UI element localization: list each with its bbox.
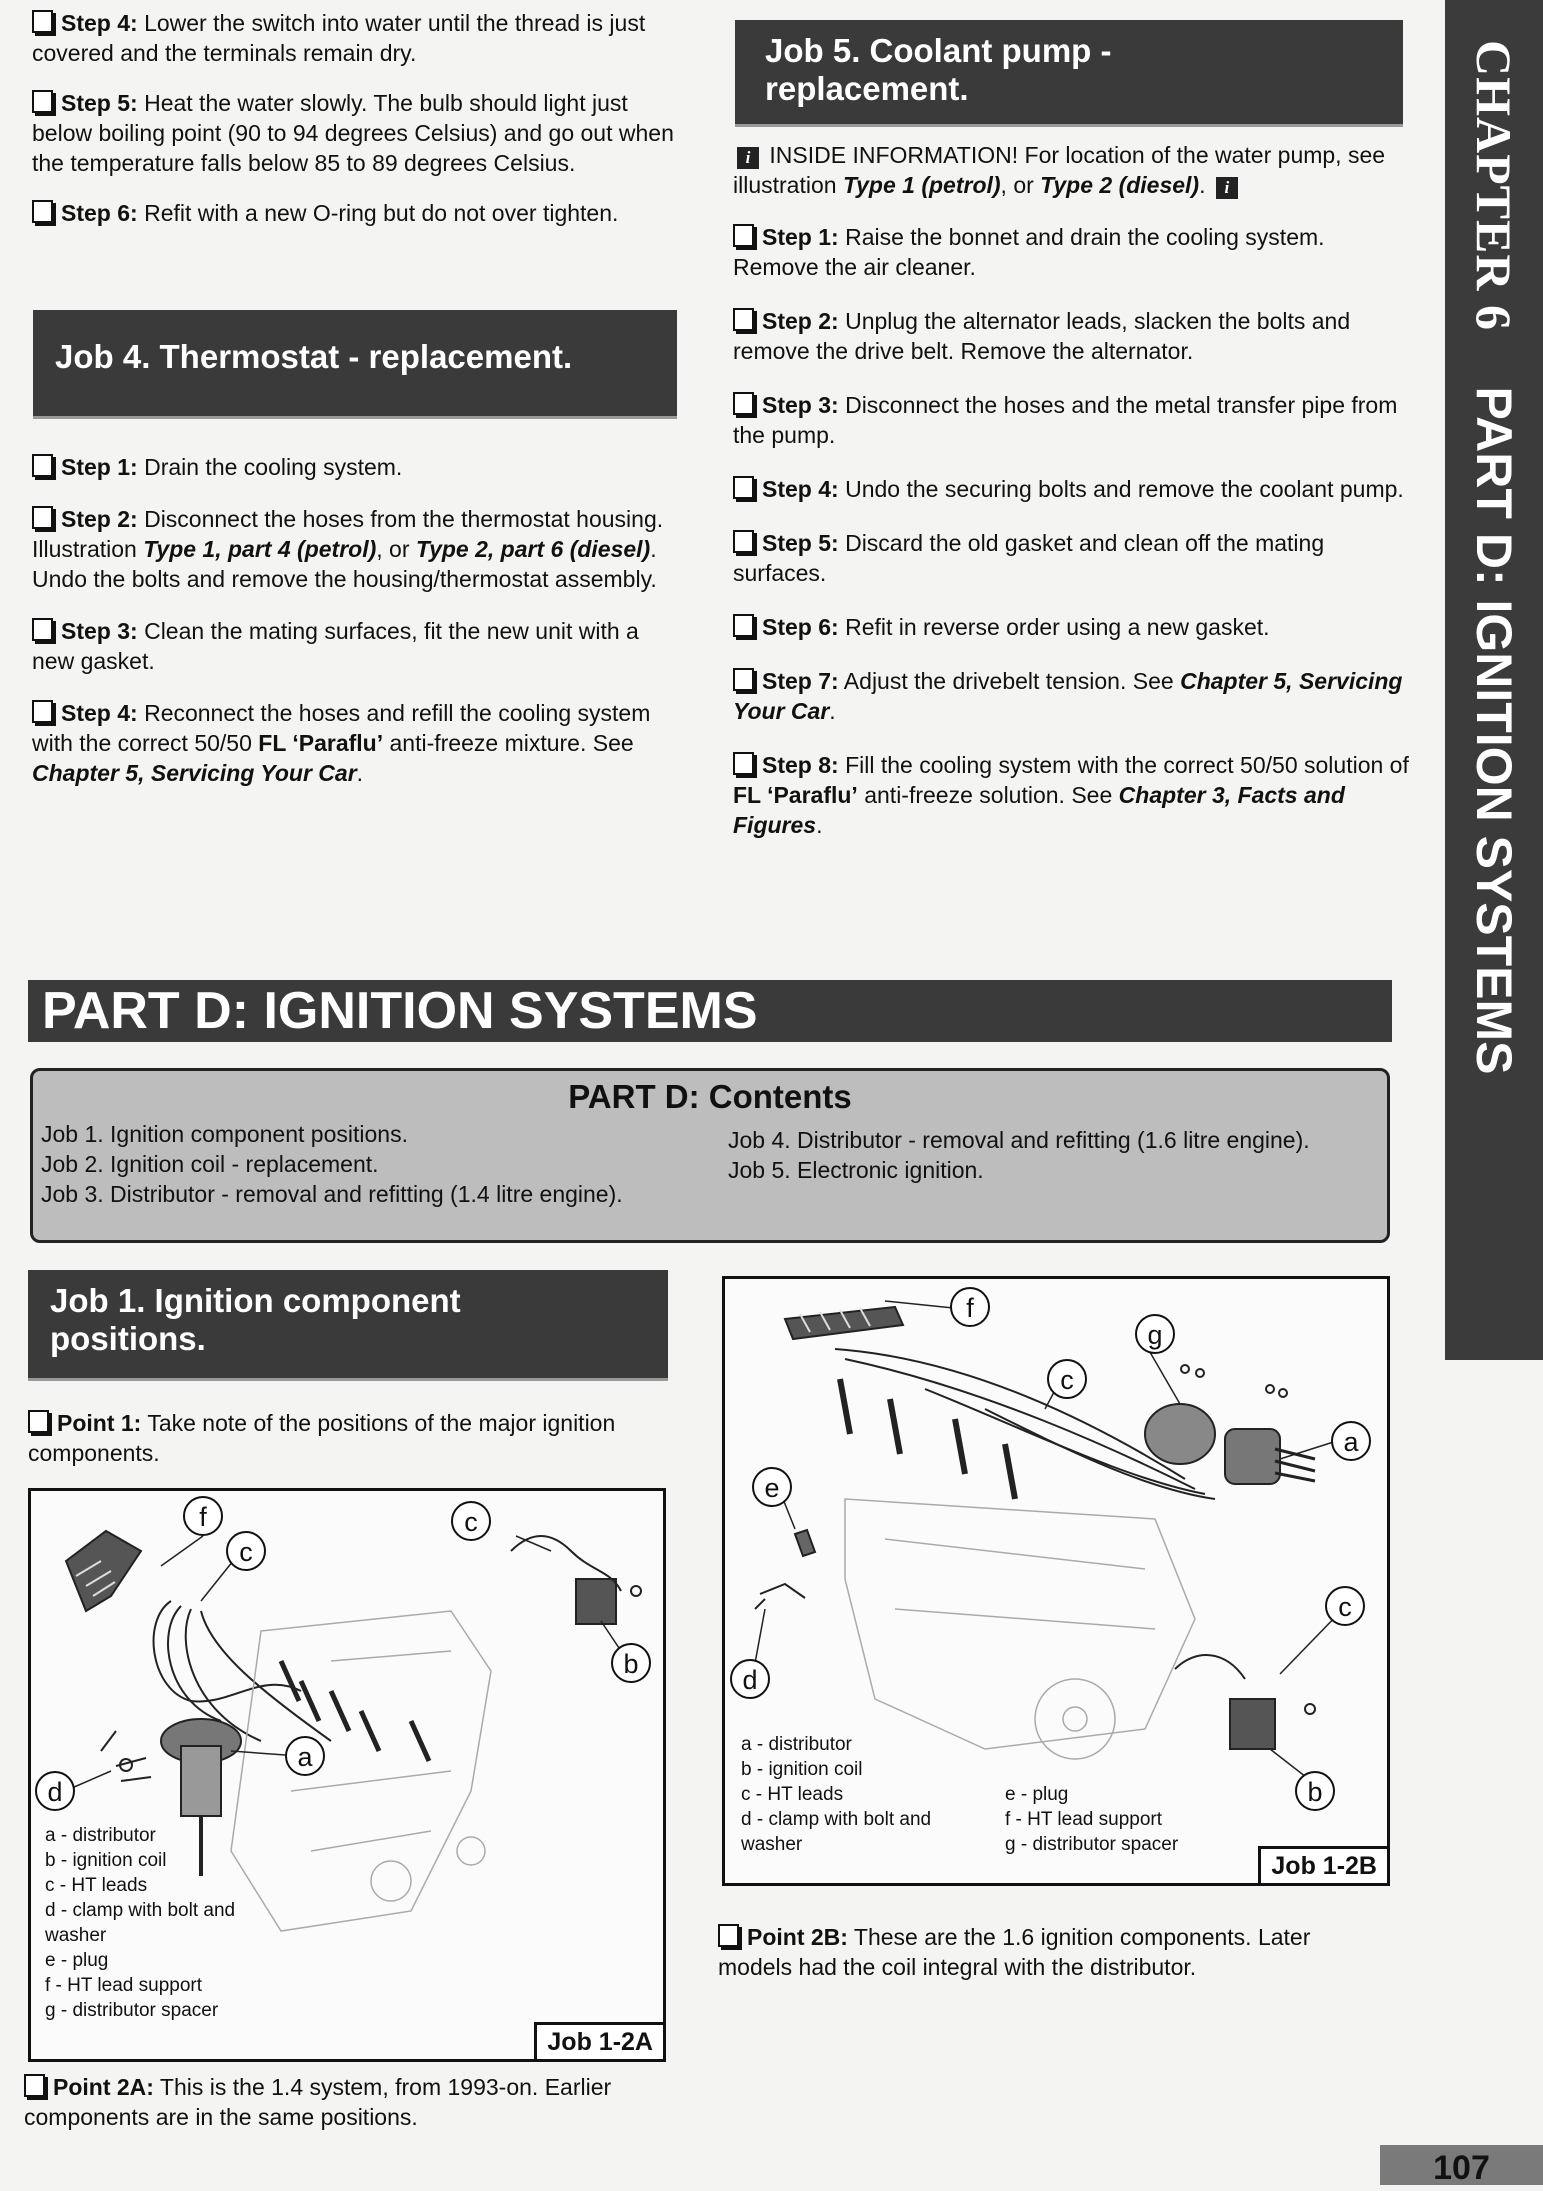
- job4-steps: [32, 452, 682, 788]
- step-text: Disconnect the hoses and the metal transfer pipe from the pump.: [733, 392, 1398, 448]
- checkbox-icon: [32, 10, 53, 33]
- step-item: [733, 750, 1413, 840]
- illustration-ref: Type 2 (diesel): [1040, 172, 1200, 198]
- legend-item: f - HT lead support: [1005, 1809, 1163, 1830]
- callout-f: f: [183, 1496, 223, 1536]
- sidebar-part: PART D: IGNITION SYSTEMS: [1466, 386, 1522, 1075]
- step-item: [32, 698, 682, 788]
- step-text: Adjust the drivebelt tension. See: [838, 668, 1181, 694]
- job5-body: [733, 140, 1413, 840]
- checkbox-icon: [733, 530, 754, 553]
- legend-item: d - clamp with bolt and: [45, 1900, 236, 1921]
- point2b: [718, 1922, 1368, 1982]
- step-label: Step 5:: [61, 90, 138, 116]
- step-label: Step 4:: [61, 700, 138, 726]
- step-label: Step 2:: [61, 506, 138, 532]
- illustration-ref: Type 1, part 4 (petrol): [143, 536, 377, 562]
- step-item: [32, 504, 682, 594]
- contents-item: Job 5. Electronic ignition.: [728, 1157, 984, 1183]
- figure-a-legend: [45, 1823, 235, 2023]
- point-text: Take note of the positions of the major ignition components.: [28, 1410, 616, 1466]
- step-item: [733, 222, 1413, 282]
- chapter-ref: Chapter 5, Servicing Your Car: [32, 760, 357, 786]
- figure-b-legend-left: [741, 1732, 931, 1857]
- step-text: Drain the cooling system.: [137, 454, 403, 480]
- legend-item: washer: [45, 1925, 107, 1946]
- page-number: 107: [1380, 2145, 1543, 2185]
- point-label: Point 2A:: [53, 2074, 154, 2100]
- step-item: [32, 88, 682, 178]
- point-label: Point 1:: [57, 1410, 142, 1436]
- checkbox-icon: [24, 2074, 45, 2097]
- callout-c: c: [451, 1501, 491, 1541]
- step-text: Reconnect the hoses and refill the cooling system with the correct 50/50: [32, 700, 651, 756]
- job1-heading: [28, 1270, 668, 1378]
- point1: [28, 1408, 678, 1468]
- point-text: This is the 1.4 system, from 1993-on. Earlier components are in the same positions.: [24, 2074, 612, 2130]
- step-item: [733, 528, 1413, 588]
- checkbox-icon: [32, 454, 53, 477]
- step-text: .: [816, 812, 823, 838]
- illustration-ref: Type 1 (petrol): [842, 172, 1001, 198]
- callout-a: a: [1331, 1421, 1371, 1461]
- figure-label: Job 1-2B: [1258, 1846, 1387, 1883]
- step-label: Step 8:: [762, 752, 839, 778]
- job5-heading: [735, 20, 1403, 124]
- figure-job-1-2b: [722, 1276, 1390, 1886]
- point2a: [24, 2072, 674, 2132]
- step-item: [733, 474, 1413, 504]
- callout-a: a: [285, 1736, 325, 1776]
- callout-b: b: [1295, 1771, 1335, 1811]
- step-text: . Undo the bolts and remove the housing/thermostat assembly.: [32, 536, 657, 592]
- legend-item: e - plug: [1005, 1784, 1069, 1805]
- contents-left-list: [41, 1119, 623, 1209]
- step-item: [733, 612, 1413, 642]
- step-label: Step 1:: [61, 454, 138, 480]
- chapter-ref: Chapter 5, Servicing Your Car: [733, 668, 1403, 724]
- step-text: Discard the old gasket and clean off the mating surfaces.: [733, 530, 1325, 586]
- step-text: , or: [376, 536, 416, 562]
- checkbox-icon: [733, 752, 754, 775]
- checkbox-icon: [733, 308, 754, 331]
- checkbox-icon: [733, 392, 754, 415]
- legend-item: g - distributor spacer: [45, 2000, 219, 2021]
- job5-title-line1: Job 5. Coolant pump -: [765, 32, 1112, 69]
- illustration-ref: Type 2, part 6 (diesel): [415, 536, 651, 562]
- chapter-ref: Chapter 3, Facts and Figures: [733, 782, 1345, 838]
- info-icon: i: [1216, 177, 1238, 199]
- checkbox-icon: [733, 668, 754, 691]
- info-icon: i: [737, 147, 759, 169]
- step-text: Unplug the alternator leads, slacken the bolts and remove the drive belt. Remove the alternator.: [733, 308, 1351, 364]
- callout-e: e: [752, 1467, 792, 1507]
- contents-item: Job 3. Distributor - removal and refitting (1.4 litre engine).: [41, 1181, 623, 1207]
- legend-item: f - HT lead support: [45, 1975, 203, 1996]
- callout-d: d: [730, 1659, 770, 1699]
- product-name: FL ‘Paraflu’: [733, 782, 858, 808]
- step-text: Refit in reverse order using a new gasket.: [838, 614, 1270, 640]
- checkbox-icon: [28, 1410, 49, 1433]
- step-text: Raise the bonnet and drain the cooling system. Remove the air cleaner.: [733, 224, 1325, 280]
- inside-information: [733, 140, 1413, 200]
- step-label: Step 7:: [762, 668, 839, 694]
- legend-item: d - clamp with bolt and: [741, 1809, 932, 1830]
- step-label: Step 6:: [61, 200, 138, 226]
- step-text: Fill the cooling system with the correct 50/50 solution of: [838, 752, 1409, 778]
- job1-title-line2: positions.: [50, 1320, 206, 1357]
- contents-title: PART D: Contents: [568, 1078, 852, 1115]
- step-text: Clean the mating surfaces, fit the new unit with a new gasket.: [32, 618, 639, 674]
- job3-steps: [32, 8, 682, 228]
- product-name: FL ‘Paraflu’: [258, 730, 384, 756]
- step-text: Refit with a new O-ring but do not over tighten.: [137, 200, 619, 226]
- step-text: .: [356, 760, 364, 786]
- checkbox-icon: [32, 90, 53, 113]
- step-item: [32, 452, 682, 482]
- step-item: [32, 616, 682, 676]
- step-text: Undo the securing bolts and remove the coolant pump.: [838, 476, 1404, 502]
- info-text: , or: [1000, 172, 1041, 198]
- info-text: .: [1199, 172, 1206, 198]
- figure-b-legend-right: [1005, 1782, 1178, 1857]
- step-text: anti-freeze mixture. See: [383, 730, 634, 756]
- legend-item: b - ignition coil: [741, 1759, 863, 1780]
- job4-heading: [33, 310, 677, 416]
- step-item: [733, 666, 1413, 726]
- checkbox-icon: [733, 614, 754, 637]
- legend-item: a - distributor: [741, 1734, 852, 1755]
- legend-item: washer: [741, 1834, 803, 1855]
- figure-job-1-2a: [28, 1488, 666, 2062]
- checkbox-icon: [718, 1924, 739, 1947]
- legend-item: e - plug: [45, 1950, 109, 1971]
- legend-item: c - HT leads: [45, 1875, 148, 1896]
- step-item: [733, 390, 1413, 450]
- part-d-banner: [28, 980, 1392, 1042]
- contents-item: Job 1. Ignition component positions.: [41, 1121, 408, 1147]
- step-text: Heat the water slowly. The bulb should light just below boiling point (90 to 94 degrees Celsius) and go out when the temperature falls below 85 to 89 degrees Celsius.: [32, 90, 674, 176]
- step-label: Step 4:: [762, 476, 839, 502]
- legend-item: b - ignition coil: [45, 1850, 167, 1871]
- callout-c: c: [226, 1531, 266, 1571]
- checkbox-icon: [733, 476, 754, 499]
- legend-item: a - distributor: [45, 1825, 156, 1846]
- part-d-title: PART D: IGNITION SYSTEMS: [42, 982, 758, 1040]
- step-text: .: [829, 698, 836, 724]
- step-item: [32, 8, 682, 68]
- callout-g: g: [1135, 1314, 1175, 1354]
- point-label: Point 2B:: [747, 1924, 848, 1950]
- step-label: Step 6:: [762, 614, 839, 640]
- legend-item: c - HT leads: [741, 1784, 844, 1805]
- step-label: Step 2:: [762, 308, 839, 334]
- info-text: INSIDE INFORMATION! For location of the water pump, see illustration: [733, 142, 1386, 198]
- job5-title-line2: replacement.: [765, 70, 969, 107]
- callout-f: f: [950, 1287, 990, 1327]
- step-item: [733, 306, 1413, 366]
- step-label: Step 1:: [762, 224, 839, 250]
- checkbox-icon: [733, 224, 754, 247]
- checkbox-icon: [32, 506, 53, 529]
- contents-item: Job 2. Ignition coil - replacement.: [41, 1151, 379, 1177]
- step-label: Step 3:: [762, 392, 839, 418]
- checkbox-icon: [32, 618, 53, 641]
- legend-item: g - distributor spacer: [1005, 1834, 1179, 1855]
- sidebar-title: [1446, 40, 1542, 1360]
- callout-d: d: [35, 1771, 75, 1811]
- step-label: Step 5:: [762, 530, 839, 556]
- step-label: Step 4:: [61, 10, 138, 36]
- contents-right-list: [728, 1125, 1310, 1185]
- checkbox-icon: [32, 200, 53, 223]
- job1-title-line1: Job 1. Ignition component: [50, 1282, 461, 1319]
- point-text: These are the 1.6 ignition components. Later models had the coil integral with the distributor.: [718, 1924, 1311, 1980]
- callout-b: b: [611, 1643, 651, 1683]
- figure-label: Job 1-2A: [534, 2022, 663, 2059]
- job4-title: Job 4. Thermostat - replacement.: [55, 338, 573, 375]
- sidebar-chapter: CHAPTER 6: [1466, 40, 1522, 331]
- step-text: Disconnect the hoses from the thermostat housing. Illustration: [32, 506, 664, 562]
- step-text: anti-freeze solution. See: [857, 782, 1119, 808]
- contents-item: Job 4. Distributor - removal and refitting (1.6 litre engine).: [728, 1127, 1310, 1153]
- step-label: Step 3:: [61, 618, 138, 644]
- callout-c: c: [1047, 1359, 1087, 1399]
- step-item: [32, 198, 682, 228]
- callout-c: c: [1325, 1586, 1365, 1626]
- checkbox-icon: [32, 700, 53, 723]
- contents-box: [30, 1068, 1390, 1243]
- step-text: Lower the switch into water until the thread is just covered and the terminals remain dry.: [32, 10, 646, 66]
